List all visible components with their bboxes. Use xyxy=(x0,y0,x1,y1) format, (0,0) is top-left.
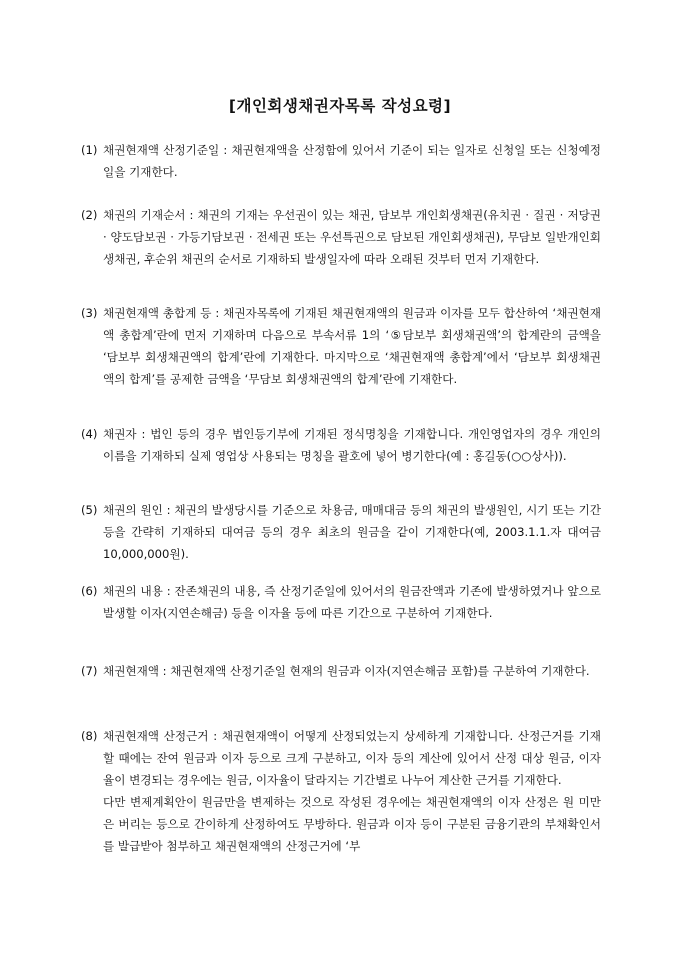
list-item-7 xyxy=(81,660,601,682)
item-number: (3) xyxy=(81,306,98,320)
item-number: (1) xyxy=(81,143,98,157)
item-text: 채권현재액 : 채권현재액 산정기준일 현재의 원금과 이자(지연손해금 포함)를 구분하여 기재한다. xyxy=(103,664,590,678)
item-number: (7) xyxy=(81,664,98,678)
item-text: 채권의 기재순서 : 채권의 기재는 우선권이 있는 채권, 담보부 개인회생채권(유치권 · 질권 · 저당권 · 양도담보권 · 가등기담보권 · 전세권 또는 우선특권으로 담보된 개인회생채권), 무담보 일반개인회생채권, 후순위 채권의 순서로 기재하되 발생일자에 따라 오래된 것부터 먼저 기재한다. xyxy=(103,208,601,266)
item-text-continued: 다만 변제계획안이 원금만을 변제하는 것으로 작성된 경우에는 채권현재액의 이자 산정은 원 미만은 버리는 등으로 간이하게 산정하여도 무방하다. 원금과 이자 등이 구분된 금융기관의 부채확인서를 발급받아 첨부하고 채권현재액의 산정근거에 ‘부 xyxy=(103,795,601,853)
item-text: 채권현재액 산정근거 : 채권현재액이 어떻게 산정되었는지 상세하게 기재합니다. 산정근거를 기재할 때에는 잔여 원금과 이자 등으로 크게 구분하고, 이자 등의 계산에 있어서 산정 대상 원금, 이자율이 변경되는 경우에는 원금, 이자율이 달라지는 기간별로 나누어 계산한 근거를 기재한다. xyxy=(103,729,601,787)
item-number: (6) xyxy=(81,584,98,598)
list-item-8 xyxy=(81,725,601,857)
item-text-block xyxy=(81,725,601,857)
item-text: 채권현재액 산정기준일 : 채권현재액을 산정함에 있어서 기준이 되는 일자로 신청일 또는 신청예정일을 기재한다. xyxy=(103,143,601,179)
list-item-2 xyxy=(81,204,601,270)
list-item-1 xyxy=(81,139,601,183)
item-text: 채권현재액 총합계 등 : 채권자목록에 기재된 채권현재액의 원금과 이자를 모두 합산하여 ‘채권현재액 총합계’란에 먼저 기재하며 다음으로 부속서류 1의 ‘⑤담보부 회생채권액’의 합계란의 금액을 ‘담보부 회생채권액의 합계’란에 기재한다. 마지막으로 ‘채권현재액 총합계’에서 ‘담보부 회생채권액의 합계’를 공제한 금액을 ‘무담보 회생채권액의 합계’란에 기재한다. xyxy=(103,306,601,386)
page-title: [개인회생채권자목록 작성요령] xyxy=(228,97,452,115)
item-number: (2) xyxy=(81,208,98,222)
item-number: (4) xyxy=(81,427,98,441)
item-text: 채권자 : 법인 등의 경우 법인등기부에 기재된 정식명칭을 기재합니다. 개인영업자의 경우 개인의 이름을 기재하되 실제 영업상 사용되는 명칭을 괄호에 넣어 병기한다(예 : 홍길동(○○상사)). xyxy=(103,427,601,463)
item-number: (5) xyxy=(81,503,98,517)
list-item-5 xyxy=(81,499,601,565)
item-text: 채권의 원인 : 채권의 발생당시를 기준으로 차용금, 매매대금 등의 채권의 발생원인, 시기 또는 기간 등을 간략히 기재하되 대여금 등의 경우 최초의 원금을 같이 기재한다(예, 2003.1.1.자 대여금 10,000,000원). xyxy=(103,503,601,561)
list-item-6 xyxy=(81,580,601,624)
item-number: (8) xyxy=(81,729,98,743)
list-item-3 xyxy=(81,302,601,390)
list-item-4 xyxy=(81,423,601,467)
item-text: 채권의 내용 : 잔존채권의 내용, 즉 산정기준일에 있어서의 원금잔액과 기존에 발생하였거나 앞으로 발생할 이자(지연손해금) 등을 이자율 등에 따른 기간으로 구분하여 기재한다. xyxy=(103,584,601,620)
